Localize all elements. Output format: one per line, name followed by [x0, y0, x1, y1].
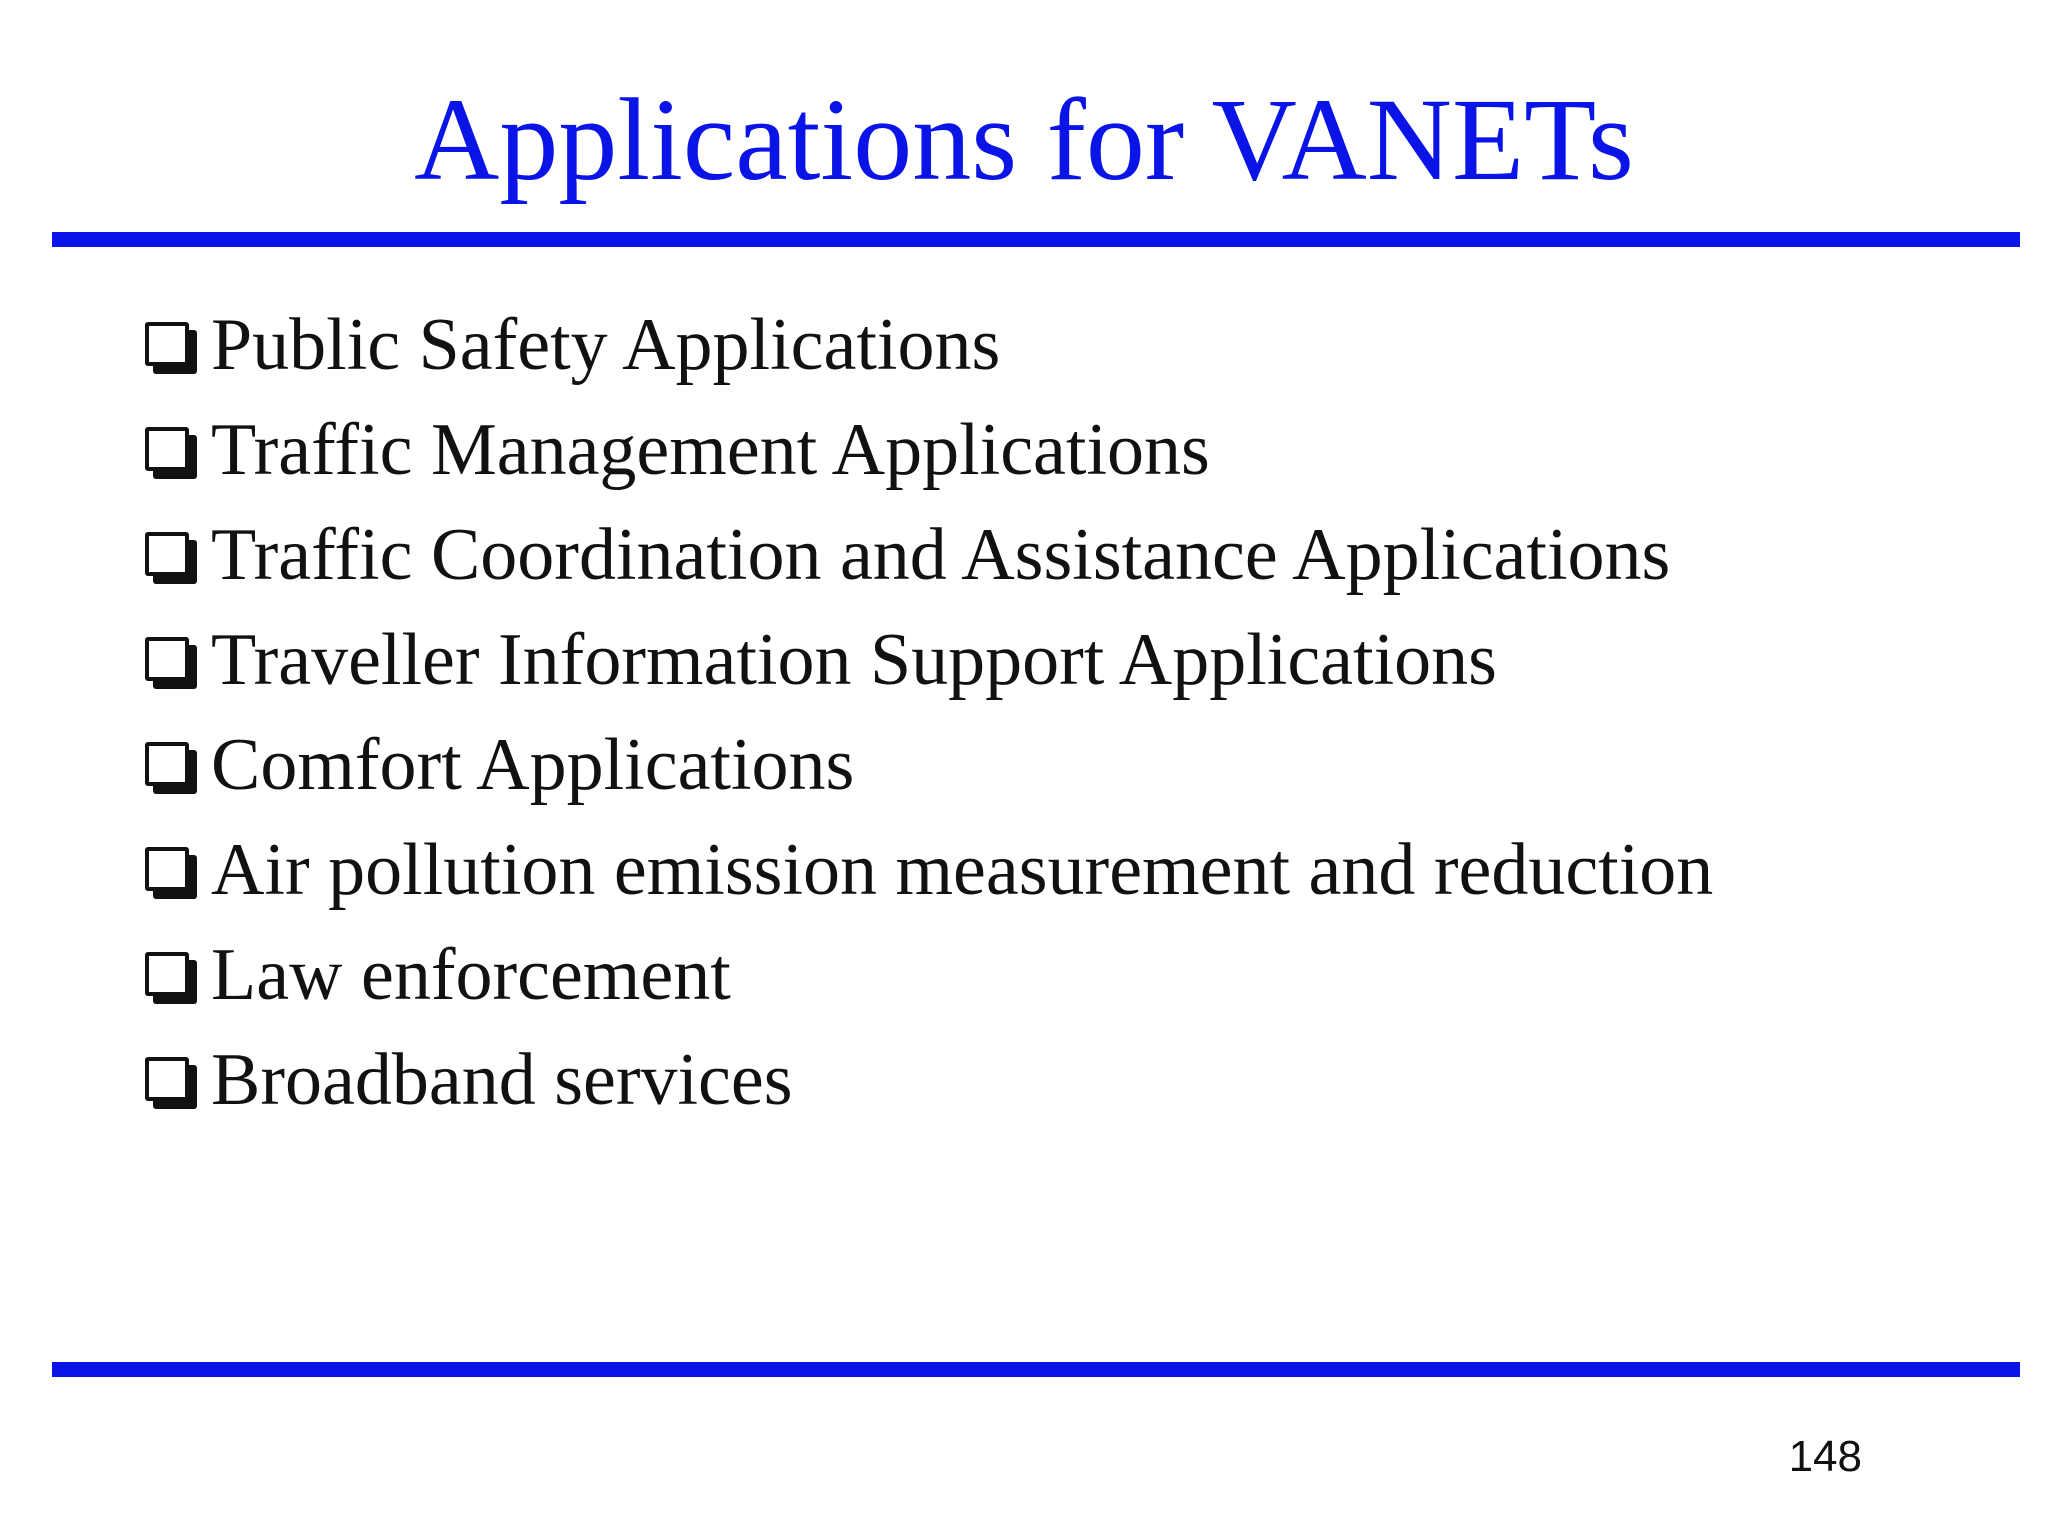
bullet-text: Traveller Information Support Applications — [211, 619, 1497, 701]
checkbox-icon — [145, 427, 193, 475]
list-item — [145, 398, 1713, 503]
bullet-text: Broadband services — [211, 1039, 793, 1121]
checkbox-icon — [145, 532, 193, 580]
list-item — [145, 1028, 1713, 1133]
checkbox-icon — [145, 1057, 193, 1105]
checkbox-icon — [145, 847, 193, 895]
list-item — [145, 923, 1713, 1028]
page-number: 148 — [1788, 1432, 1862, 1481]
checkbox-icon — [145, 742, 193, 790]
bullet-text: Traffic Management Applications — [211, 409, 1210, 491]
bullet-text: Air pollution emission measurement and reduction — [211, 829, 1714, 911]
bullet-text: Law enforcement — [211, 934, 731, 1016]
list-item — [145, 503, 1713, 608]
top-divider — [52, 232, 2020, 247]
checkbox-icon — [145, 952, 193, 1000]
bullet-text: Comfort Applications — [211, 724, 855, 806]
checkbox-icon — [145, 637, 193, 685]
list-item — [145, 608, 1713, 713]
bullet-list — [145, 293, 1713, 1133]
slide-title: Applications for VANETs — [414, 74, 1634, 205]
bullet-text: Traffic Coordination and Assistance Applications — [211, 514, 1671, 596]
bottom-divider — [52, 1362, 2020, 1377]
list-item — [145, 818, 1713, 923]
list-item — [145, 713, 1713, 818]
bullet-text: Public Safety Applications — [211, 304, 1001, 386]
checkbox-icon — [145, 322, 193, 370]
list-item — [145, 293, 1713, 398]
